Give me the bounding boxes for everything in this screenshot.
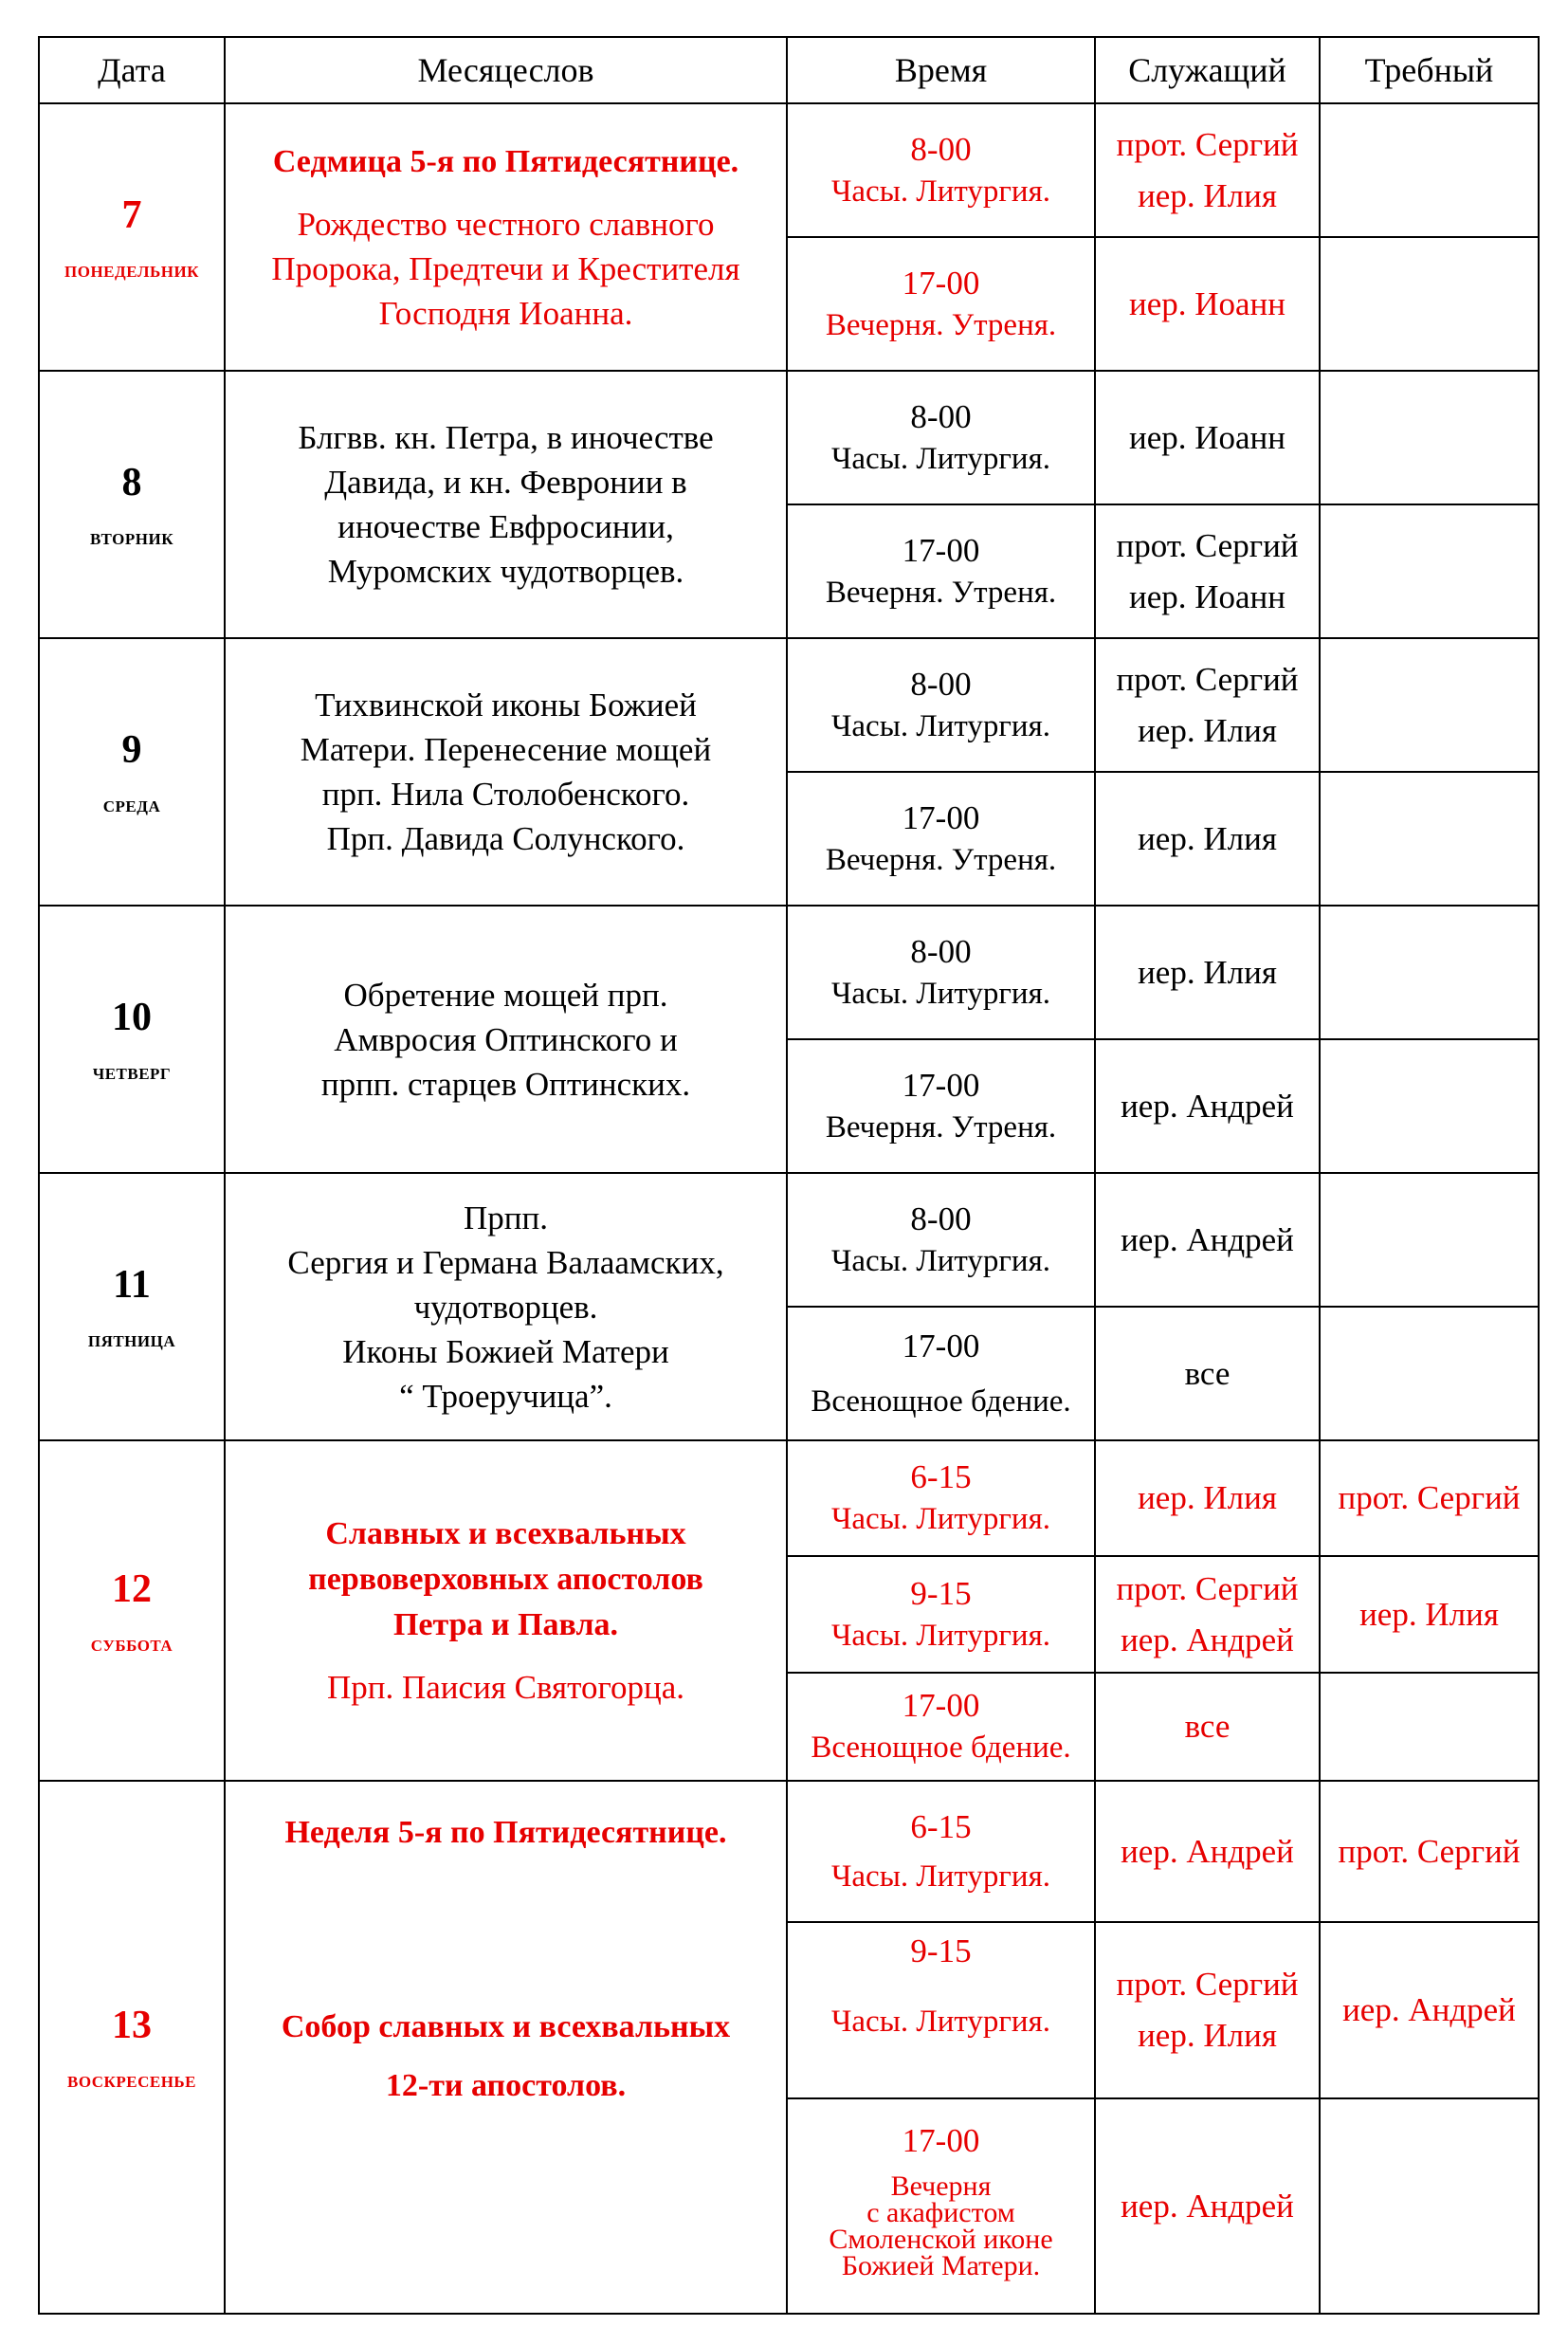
day-number: 13: [112, 2004, 152, 2047]
treb-name: иер. Андрей: [1342, 1991, 1516, 2028]
treb-name: иер. Илия: [1359, 1595, 1499, 1633]
priest-name: прот. Сергий: [1116, 125, 1299, 163]
service-hour: 8-00: [910, 665, 972, 703]
schedule-table: [38, 36, 1540, 2315]
menaion-cell: [225, 906, 787, 1173]
priest-name: все: [1184, 1354, 1231, 1392]
service-name: Вечерня. Утреня.: [825, 307, 1057, 342]
time-cell: [787, 371, 1095, 504]
treb-cell: [1320, 1781, 1539, 1922]
time-cell: [787, 1922, 1095, 2098]
priest-cell: [1095, 1922, 1320, 2098]
priest-cell: [1095, 2098, 1320, 2314]
time-cell: [787, 1173, 1095, 1307]
day-row: [39, 1440, 1539, 1556]
menaion-line: Тихвинской иконы Божией: [315, 687, 697, 723]
date-cell: [39, 1440, 225, 1781]
menaion-title: первоверховных апостолов: [308, 1562, 703, 1597]
treb-cell: [1320, 1922, 1539, 2098]
treb-cell: [1320, 1556, 1539, 1673]
priest-name: прот. Сергий: [1116, 660, 1299, 698]
time-cell: [787, 1039, 1095, 1173]
menaion-line: Господня Иоанна.: [378, 294, 633, 332]
day-row: [39, 371, 1539, 504]
time-cell: [787, 638, 1095, 772]
service-hour: 17-00: [902, 1687, 980, 1724]
time-cell: [787, 1781, 1095, 1922]
priest-cell: [1095, 1039, 1320, 1173]
header-treb: Требный: [1320, 37, 1539, 103]
day-row: [39, 906, 1539, 1039]
menaion-cell: [225, 638, 787, 906]
day-row: [39, 638, 1539, 772]
date-cell: [39, 638, 225, 906]
priest-name: иер. Андрей: [1121, 2187, 1294, 2225]
priest-cell: [1095, 1173, 1320, 1307]
day-row: [39, 1781, 1539, 1922]
treb-name: прот. Сергий: [1338, 1479, 1521, 1516]
date-cell: [39, 1781, 225, 2314]
menaion-line: прпп. старцев Оптинских.: [320, 1065, 691, 1103]
priest-cell: [1095, 103, 1320, 237]
service-name: Всенощное бдение.: [811, 1383, 1071, 1419]
treb-cell: [1320, 103, 1539, 237]
weekday: СУББОТА: [90, 1636, 173, 1655]
weekday: СРЕДА: [102, 797, 161, 815]
treb-cell: [1320, 1440, 1539, 1556]
menaion-cell: [225, 103, 787, 371]
menaion-cell: [225, 1781, 787, 2314]
date-cell: [39, 103, 225, 371]
header-menaion: Месяцеслов: [225, 37, 787, 103]
service-hour: 17-00: [902, 798, 980, 836]
service-name: Часы. Литургия.: [830, 976, 1051, 1011]
service-hour: 17-00: [902, 1327, 980, 1364]
menaion-line: чудотворцев.: [413, 1288, 598, 1326]
menaion-cell: [225, 1173, 787, 1440]
day-number: 8: [121, 461, 142, 504]
menaion-line: Обретение мощей прп.: [343, 976, 668, 1014]
time-cell: [787, 504, 1095, 638]
service-hour: 8-00: [910, 1200, 972, 1237]
header-row: [39, 37, 1539, 103]
priest-name: все: [1184, 1708, 1231, 1745]
treb-cell: [1320, 2098, 1539, 2314]
menaion-title: Неделя 5-я по Пятидесятнице.: [284, 1815, 727, 1850]
menaion-line: Матери. Перенесение мощей: [300, 731, 712, 768]
service-name: Вечерня. Утреня.: [825, 575, 1057, 610]
weekday: ПЯТНИЦА: [87, 1332, 176, 1350]
header-priest: Служащий: [1095, 37, 1320, 103]
menaion-line: Блгвв. кн. Петра, в иночестве: [298, 419, 714, 456]
priest-name: иер. Илия: [1138, 711, 1277, 749]
service-name: Всенощное бдение.: [811, 1731, 1071, 1765]
priest-cell: [1095, 1440, 1320, 1556]
treb-cell: [1320, 1173, 1539, 1307]
day-row: [39, 103, 1539, 237]
priest-name: иер. Иоанн: [1128, 418, 1286, 456]
menaion-line: Амвросия Оптинского и: [334, 1020, 678, 1058]
time-cell: [787, 2098, 1095, 2314]
service-hour: 6-15: [910, 1807, 972, 1845]
menaion-line: Рождество честного славного: [297, 205, 715, 243]
weekday: ПОНЕДЕЛЬНИК: [64, 263, 199, 281]
menaion-line: прп. Нила Столобенского.: [321, 776, 690, 813]
service-hour: 8-00: [910, 397, 972, 435]
time-cell: [787, 103, 1095, 237]
time-cell: [787, 906, 1095, 1039]
service-hour: 17-00: [902, 2122, 980, 2159]
service-name: Вечерня: [890, 2170, 992, 2202]
service-hour: 6-15: [910, 1458, 972, 1495]
priest-name: иер. Андрей: [1121, 1832, 1294, 1870]
menaion-title: Собор славных и всехвальных: [281, 2009, 731, 2044]
service-hour: 8-00: [910, 130, 972, 168]
treb-cell: [1320, 1039, 1539, 1173]
priest-name: иер. Андрей: [1121, 1621, 1294, 1658]
menaion-line: Прп. Давида Солунского.: [326, 820, 685, 857]
service-name: Часы. Литургия.: [830, 174, 1051, 209]
priest-cell: [1095, 1673, 1320, 1781]
menaion-title: Седмица 5-я по Пятидесятнице.: [272, 143, 739, 179]
priest-cell: [1095, 504, 1320, 638]
menaion-line: “ Троеручица”.: [399, 1377, 612, 1415]
priest-name: иер. Андрей: [1121, 1087, 1294, 1125]
weekday: ВТОРНИК: [89, 530, 174, 548]
priest-name: прот. Сергий: [1116, 1966, 1299, 2003]
priest-name: иер. Илия: [1138, 176, 1277, 214]
time-cell: [787, 237, 1095, 371]
priest-name: прот. Сергий: [1116, 1569, 1299, 1607]
treb-cell: [1320, 1307, 1539, 1440]
service-name: Вечерня. Утреня.: [825, 842, 1057, 877]
day-number: 7: [121, 193, 142, 237]
menaion-cell: [225, 371, 787, 638]
service-hour: 8-00: [910, 932, 972, 970]
service-name: Часы. Литургия.: [830, 708, 1051, 743]
treb-cell: [1320, 504, 1539, 638]
priest-cell: [1095, 638, 1320, 772]
treb-name: прот. Сергий: [1338, 1832, 1521, 1870]
treb-cell: [1320, 638, 1539, 772]
day-row: [39, 1173, 1539, 1307]
service-name: Смоленской иконе: [829, 2224, 1053, 2255]
priest-name: иер. Андрей: [1121, 1220, 1294, 1258]
date-cell: [39, 1173, 225, 1440]
service-name: Вечерня. Утреня.: [825, 1109, 1057, 1145]
priest-name: иер. Илия: [1138, 953, 1277, 991]
menaion-line: Давида, и кн. Февронии в: [324, 464, 687, 501]
menaion-line: Прп. Паисия Святогорца.: [326, 1669, 684, 1706]
priest-name: иер. Илия: [1138, 2017, 1277, 2054]
treb-cell: [1320, 906, 1539, 1039]
priest-name: иер. Илия: [1138, 1479, 1277, 1516]
priest-cell: [1095, 1307, 1320, 1440]
menaion-line: Муромских чудотворцев.: [327, 553, 684, 590]
day-number: 9: [121, 728, 142, 772]
time-cell: [787, 1307, 1095, 1440]
menaion-title: 12-ти апостолов.: [385, 2068, 627, 2103]
treb-cell: [1320, 371, 1539, 504]
header-time: Время: [787, 37, 1095, 103]
service-name: Часы. Литургия.: [830, 1502, 1051, 1536]
treb-cell: [1320, 237, 1539, 371]
time-cell: [787, 772, 1095, 906]
service-name: с акафистом: [866, 2197, 1015, 2228]
service-hour: 17-00: [902, 1066, 980, 1104]
service-hour: 17-00: [902, 264, 980, 302]
weekday: ЧЕТВЕРГ: [92, 1065, 172, 1083]
service-hour: 9-15: [910, 1932, 972, 1969]
time-cell: [787, 1440, 1095, 1556]
priest-name: иер. Иоанн: [1128, 284, 1286, 322]
treb-cell: [1320, 1673, 1539, 1781]
treb-cell: [1320, 772, 1539, 906]
time-cell: [787, 1673, 1095, 1781]
priest-cell: [1095, 772, 1320, 906]
service-hour: 9-15: [910, 1574, 972, 1612]
service-name: Часы. Литургия.: [830, 2005, 1051, 2039]
header-date: Дата: [39, 37, 225, 103]
priest-name: иер. Илия: [1138, 819, 1277, 857]
day-number: 10: [112, 996, 152, 1039]
priest-cell: [1095, 906, 1320, 1039]
day-number: 11: [113, 1263, 151, 1307]
priest-cell: [1095, 1781, 1320, 1922]
menaion-line: Сергия и Германа Валаамских,: [287, 1243, 724, 1281]
time-cell: [787, 1556, 1095, 1673]
day-number: 12: [112, 1566, 152, 1611]
priest-cell: [1095, 1556, 1320, 1673]
service-name: Часы. Литургия.: [830, 1243, 1051, 1278]
menaion-cell: [225, 1440, 787, 1781]
weekday: ВОСКРЕСЕНЬЕ: [66, 2073, 196, 2091]
service-name: Часы. Литургия.: [830, 441, 1051, 476]
priest-name: иер. Иоанн: [1128, 577, 1286, 615]
date-cell: [39, 906, 225, 1173]
service-hour: 17-00: [902, 531, 980, 569]
service-name: Божией Матери.: [841, 2250, 1041, 2281]
menaion-line: иночестве Евфросинии,: [337, 508, 674, 545]
menaion-line: Иконы Божией Матери: [342, 1332, 669, 1370]
priest-cell: [1095, 237, 1320, 371]
menaion-title: Славных и всехвальных: [325, 1516, 686, 1551]
date-cell: [39, 371, 225, 638]
menaion-line: Пророка, Предтечи и Крестителя: [271, 249, 740, 287]
priest-name: прот. Сергий: [1116, 526, 1299, 564]
service-name: Часы. Литургия.: [830, 1859, 1051, 1894]
menaion-line: Прпп.: [464, 1199, 548, 1236]
service-name: Часы. Литургия.: [830, 1618, 1051, 1653]
priest-cell: [1095, 371, 1320, 504]
menaion-title: Петра и Павла.: [392, 1607, 619, 1642]
